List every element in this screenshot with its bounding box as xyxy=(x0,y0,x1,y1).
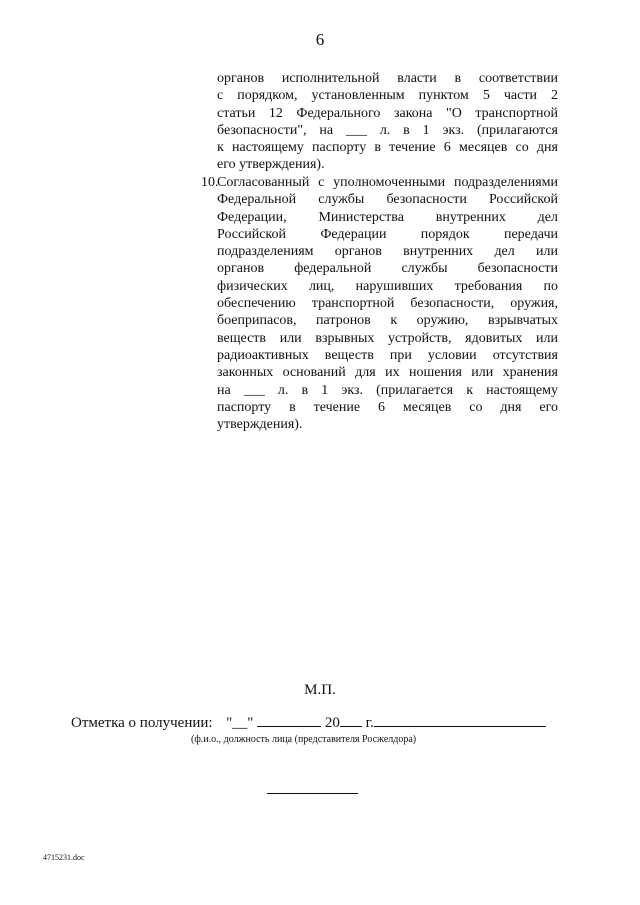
text-line: органов исполнительной власти в соответствии xyxy=(217,71,558,86)
text-line: Федеральной службы безопасности Российской xyxy=(217,192,558,208)
quote-open: " xyxy=(226,715,233,731)
text-line: Федерации, Министерства внутренних дел xyxy=(217,209,558,225)
text-line: к настоящему паспорту в течение 6 месяцев со дня xyxy=(217,140,558,156)
year-prefix: 20 xyxy=(324,715,340,731)
footer-filename: 4715231.doc xyxy=(43,853,85,862)
day-blank: __ xyxy=(232,715,248,731)
page-number: 6 xyxy=(315,30,325,49)
text-line: боеприпасов, патронов к оружию, взрывчатых xyxy=(217,313,558,329)
text-line: подразделениям органов внутренних дел или xyxy=(217,244,558,260)
month-blank xyxy=(257,712,321,727)
text-line: безопасности", на ___ л. в 1 экз. (прилагаются xyxy=(217,122,558,138)
text-line: его утверждения). xyxy=(217,157,325,173)
receipt-line xyxy=(71,712,546,732)
quote-close: " xyxy=(247,715,254,731)
text-line: на ___ л. в 1 экз. (прилагается к настоящему xyxy=(217,382,558,398)
text-line: с порядком, установленным пунктом 5 части 2 xyxy=(217,88,558,104)
text-line: Согласованный с уполномоченными подразделениями xyxy=(217,175,558,190)
text-line: органов федеральной службы безопасности xyxy=(217,261,558,277)
text-line: веществ или взрывных устройств, ядовитых или xyxy=(217,330,558,346)
item-9-continuation xyxy=(217,70,558,174)
text-line: обеспечению транспортной безопасности, оружия, xyxy=(217,296,558,312)
item-10-number: 10. xyxy=(201,175,219,190)
text-line: законных оснований для их ношения или хранения xyxy=(217,365,558,381)
receipt-label: Отметка о получении: xyxy=(71,715,213,731)
signature-blank xyxy=(374,712,546,727)
stamp-label: М.П. xyxy=(304,682,336,698)
year-suffix: г. xyxy=(365,715,374,731)
item-10-text xyxy=(217,174,558,433)
text-line: статьи 12 Федерального закона "О транспортной xyxy=(217,105,558,121)
text-line: физических лиц, нарушивших требования по xyxy=(217,278,558,294)
divider-line xyxy=(267,793,358,794)
text-line: утверждения). xyxy=(217,417,303,433)
text-line: паспорту в течение 6 месяцев со дня его xyxy=(217,399,558,415)
text-line: Российской Федерации порядок передачи xyxy=(217,226,558,242)
receipt-caption: (ф.и.о., должность лица (представителя Росжелдора) xyxy=(191,734,417,745)
text-line: радиоактивных веществ при условии отсутствия xyxy=(217,347,558,363)
year-blank xyxy=(340,712,362,727)
